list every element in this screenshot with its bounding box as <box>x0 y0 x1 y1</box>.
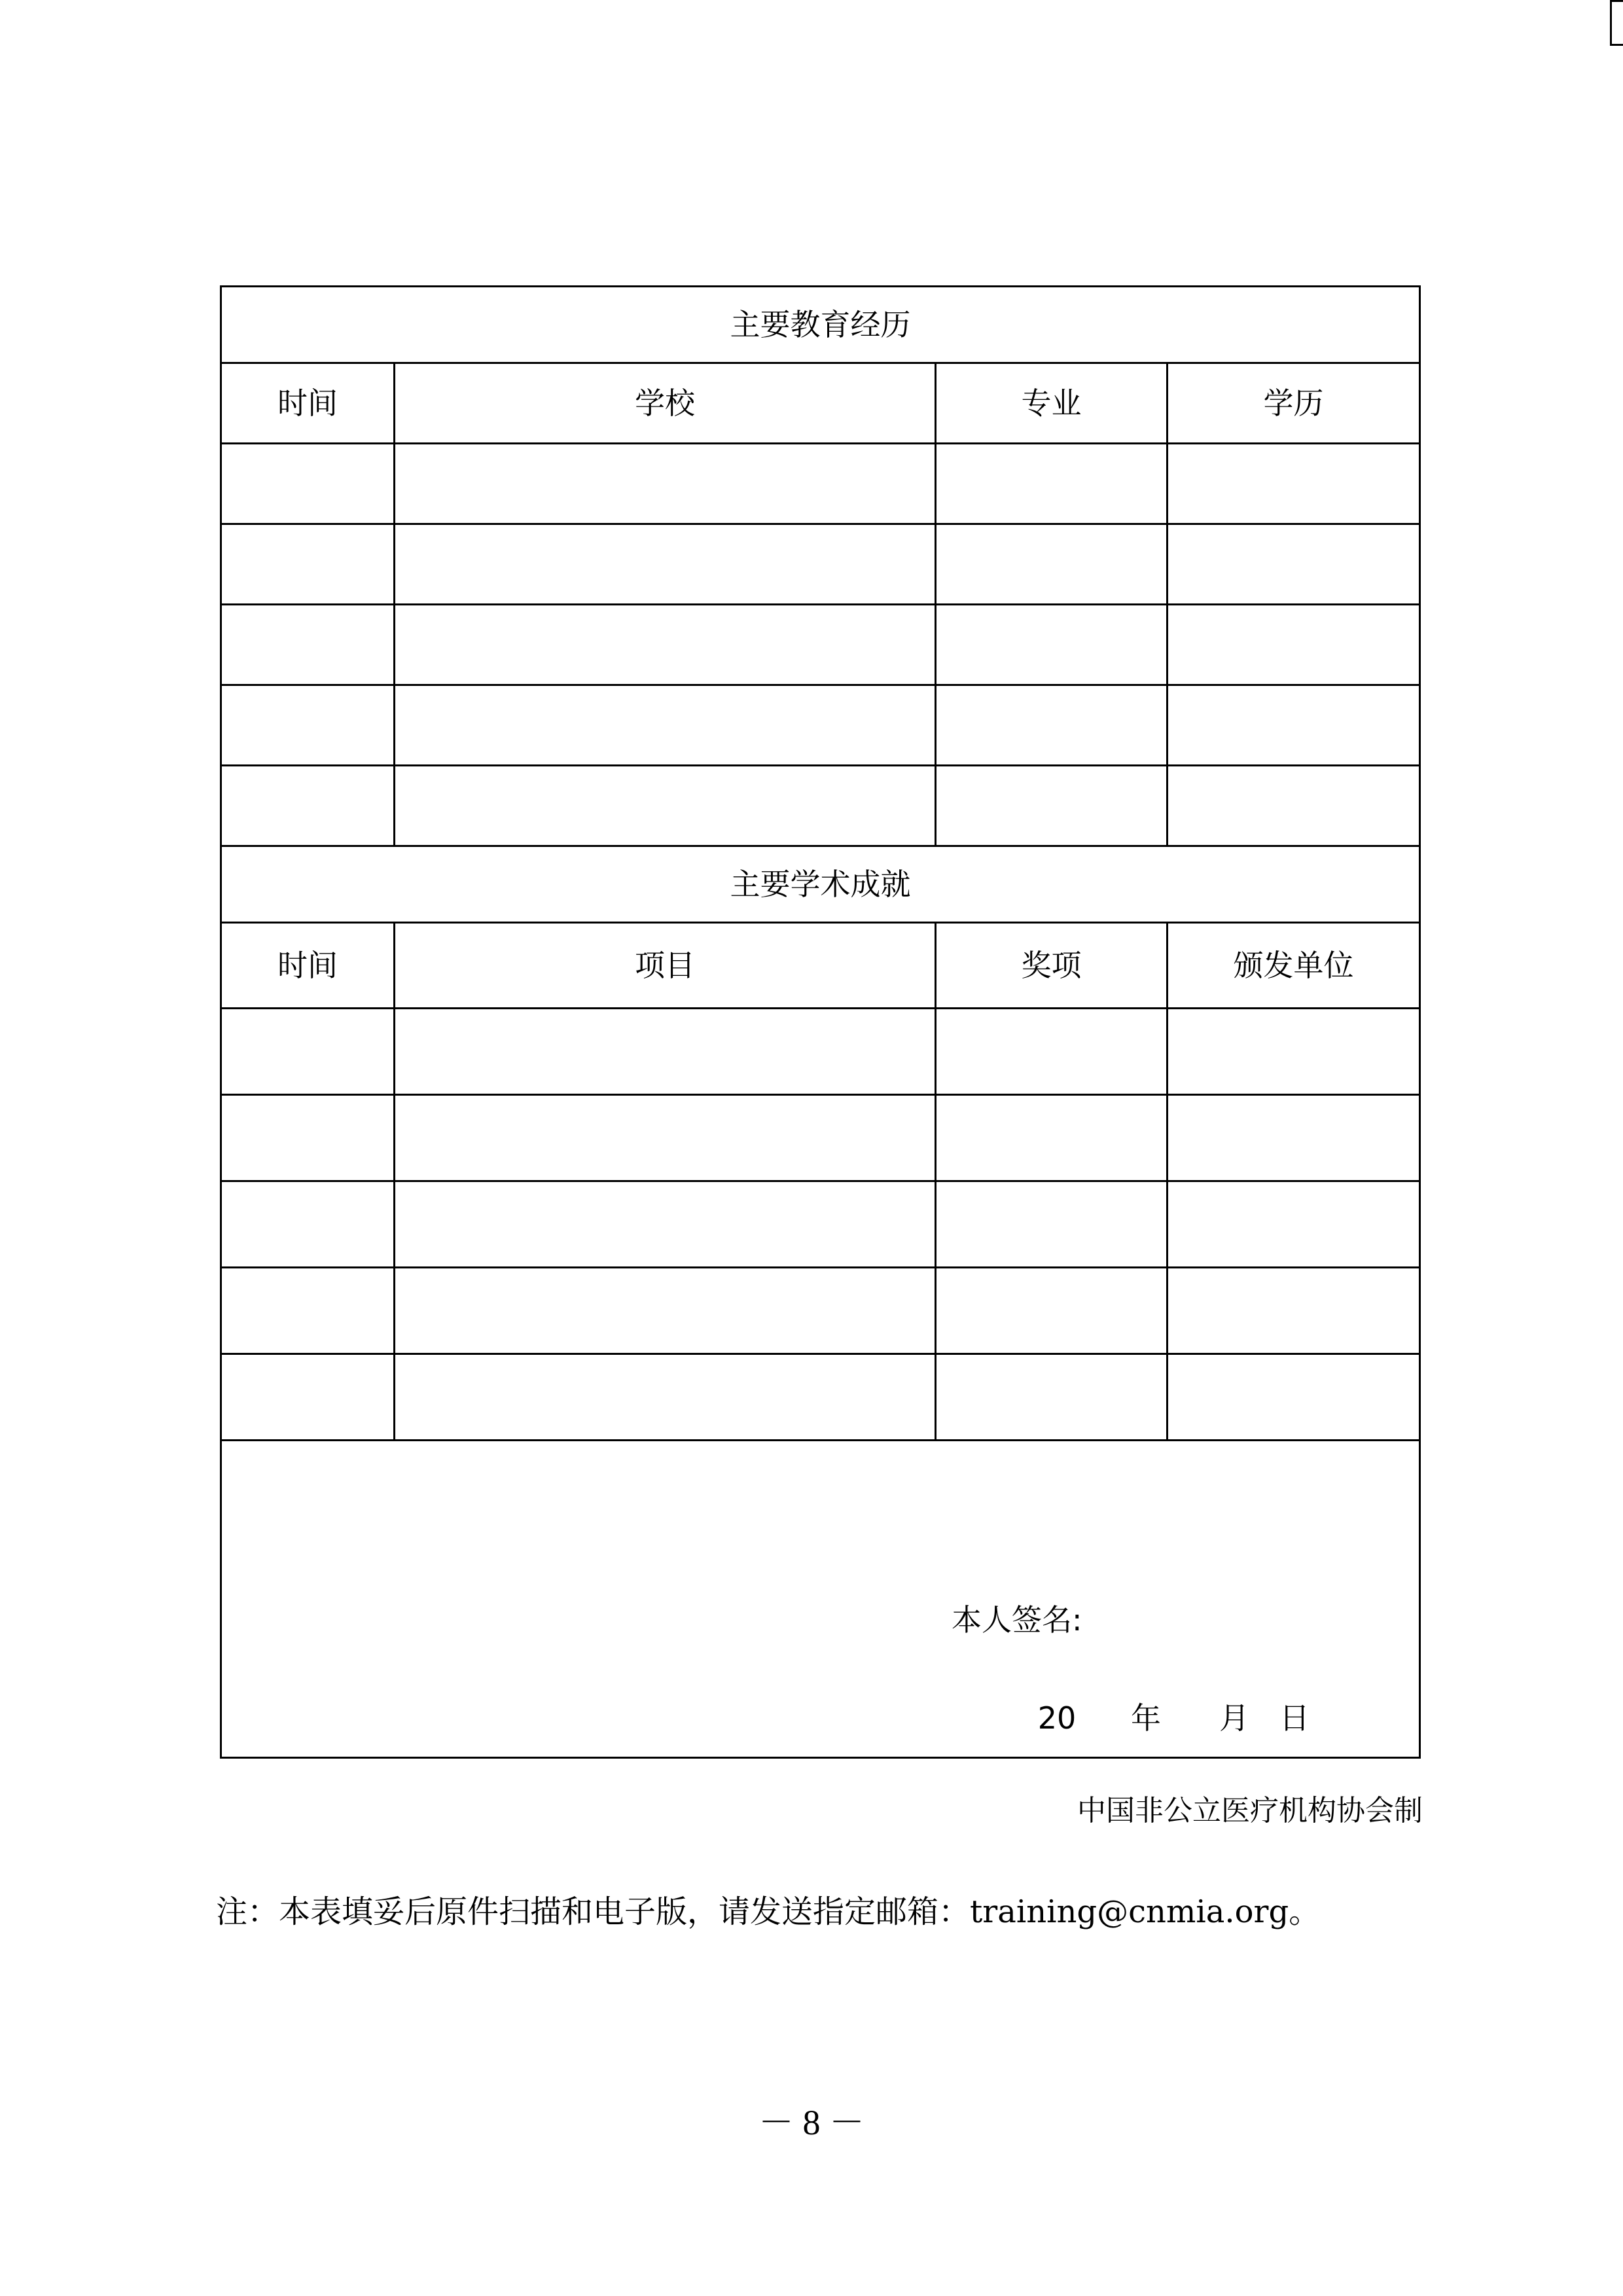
education-row <box>221 766 1420 846</box>
submission-note: 注：本表填妥后原件扫描和电子版，请发送指定邮箱：training@cnmia.org。 <box>216 1893 1321 1930</box>
education-cell-major[interactable] <box>936 444 1168 524</box>
education-row <box>221 524 1420 605</box>
signature-cell[interactable] <box>221 1441 1420 1758</box>
education-header-time: 时间 <box>221 363 395 444</box>
achievement-header-time: 时间 <box>221 923 395 1009</box>
achievement-cell-issuer[interactable] <box>1168 1354 1420 1441</box>
achievement-row <box>221 1354 1420 1441</box>
education-cell-major[interactable] <box>936 605 1168 685</box>
achievement-cell-award[interactable] <box>936 1354 1168 1441</box>
achievement-header-award: 奖项 <box>936 923 1168 1009</box>
achievement-cell-project[interactable] <box>395 1268 936 1354</box>
education-cell-degree[interactable] <box>1168 766 1420 846</box>
education-cell-degree[interactable] <box>1168 524 1420 605</box>
achievement-cell-issuer[interactable] <box>1168 1181 1420 1268</box>
education-cell-major[interactable] <box>936 766 1168 846</box>
education-cell-school[interactable] <box>395 524 936 605</box>
issuing-organization: 中国非公立医疗机构协会制 <box>1077 1794 1423 1827</box>
education-section-title-row <box>221 287 1420 363</box>
education-cell-major[interactable] <box>936 685 1168 766</box>
education-row <box>221 444 1420 524</box>
education-header-degree: 学历 <box>1168 363 1420 444</box>
achievement-cell-award[interactable] <box>936 1009 1168 1095</box>
date-day-label: 日 <box>1279 1700 1310 1736</box>
date-year-label: 年 <box>1131 1700 1161 1736</box>
education-cell-school[interactable] <box>395 444 936 524</box>
achievement-cell-award[interactable] <box>936 1268 1168 1354</box>
application-form-table <box>220 285 1421 1759</box>
achievement-cell-project[interactable] <box>395 1095 936 1181</box>
achievement-cell-project[interactable] <box>395 1009 936 1095</box>
education-header-school: 学校 <box>395 363 936 444</box>
achievement-cell-issuer[interactable] <box>1168 1268 1420 1354</box>
achievement-cell-issuer[interactable] <box>1168 1009 1420 1095</box>
education-cell-time[interactable] <box>221 685 395 766</box>
achievement-row <box>221 1268 1420 1354</box>
achievement-cell-time[interactable] <box>221 1354 395 1441</box>
achievement-header-project: 项目 <box>395 923 936 1009</box>
achievement-cell-award[interactable] <box>936 1095 1168 1181</box>
education-cell-time[interactable] <box>221 605 395 685</box>
signature-area <box>222 1441 1419 1757</box>
date-month-label: 月 <box>1219 1700 1249 1736</box>
education-cell-time[interactable] <box>221 524 395 605</box>
education-cell-major[interactable] <box>936 524 1168 605</box>
signature-row <box>221 1441 1420 1758</box>
page-number: － 8 － <box>758 2103 865 2142</box>
achievement-cell-time[interactable] <box>221 1009 395 1095</box>
signature-date-line <box>1011 1700 1310 1736</box>
corner-crop-mark <box>1610 0 1623 46</box>
education-section-title: 主要教育经历 <box>221 287 1420 363</box>
education-cell-school[interactable] <box>395 766 936 846</box>
achievement-cell-project[interactable] <box>395 1181 936 1268</box>
achievement-row <box>221 1181 1420 1268</box>
achievement-row <box>221 1095 1420 1181</box>
achievement-cell-award[interactable] <box>936 1181 1168 1268</box>
achievement-header-issuer: 颁发单位 <box>1168 923 1420 1009</box>
education-cell-school[interactable] <box>395 685 936 766</box>
education-cell-time[interactable] <box>221 766 395 846</box>
education-cell-time[interactable] <box>221 444 395 524</box>
achievement-cell-issuer[interactable] <box>1168 1095 1420 1181</box>
achievement-cell-time[interactable] <box>221 1181 395 1268</box>
education-cell-degree[interactable] <box>1168 605 1420 685</box>
achievement-cell-time[interactable] <box>221 1268 395 1354</box>
achievement-section-title-row <box>221 846 1420 923</box>
education-row <box>221 605 1420 685</box>
signature-label: 本人签名: <box>952 1602 1082 1638</box>
achievement-header-row <box>221 923 1420 1009</box>
education-cell-school[interactable] <box>395 605 936 685</box>
education-header-major: 专业 <box>936 363 1168 444</box>
date-year-prefix: 20 <box>1037 1700 1077 1736</box>
education-header-row <box>221 363 1420 444</box>
education-cell-degree[interactable] <box>1168 685 1420 766</box>
education-cell-degree[interactable] <box>1168 444 1420 524</box>
achievement-row <box>221 1009 1420 1095</box>
achievement-section-title: 主要学术成就 <box>221 846 1420 923</box>
achievement-cell-time[interactable] <box>221 1095 395 1181</box>
achievement-cell-project[interactable] <box>395 1354 936 1441</box>
education-row <box>221 685 1420 766</box>
